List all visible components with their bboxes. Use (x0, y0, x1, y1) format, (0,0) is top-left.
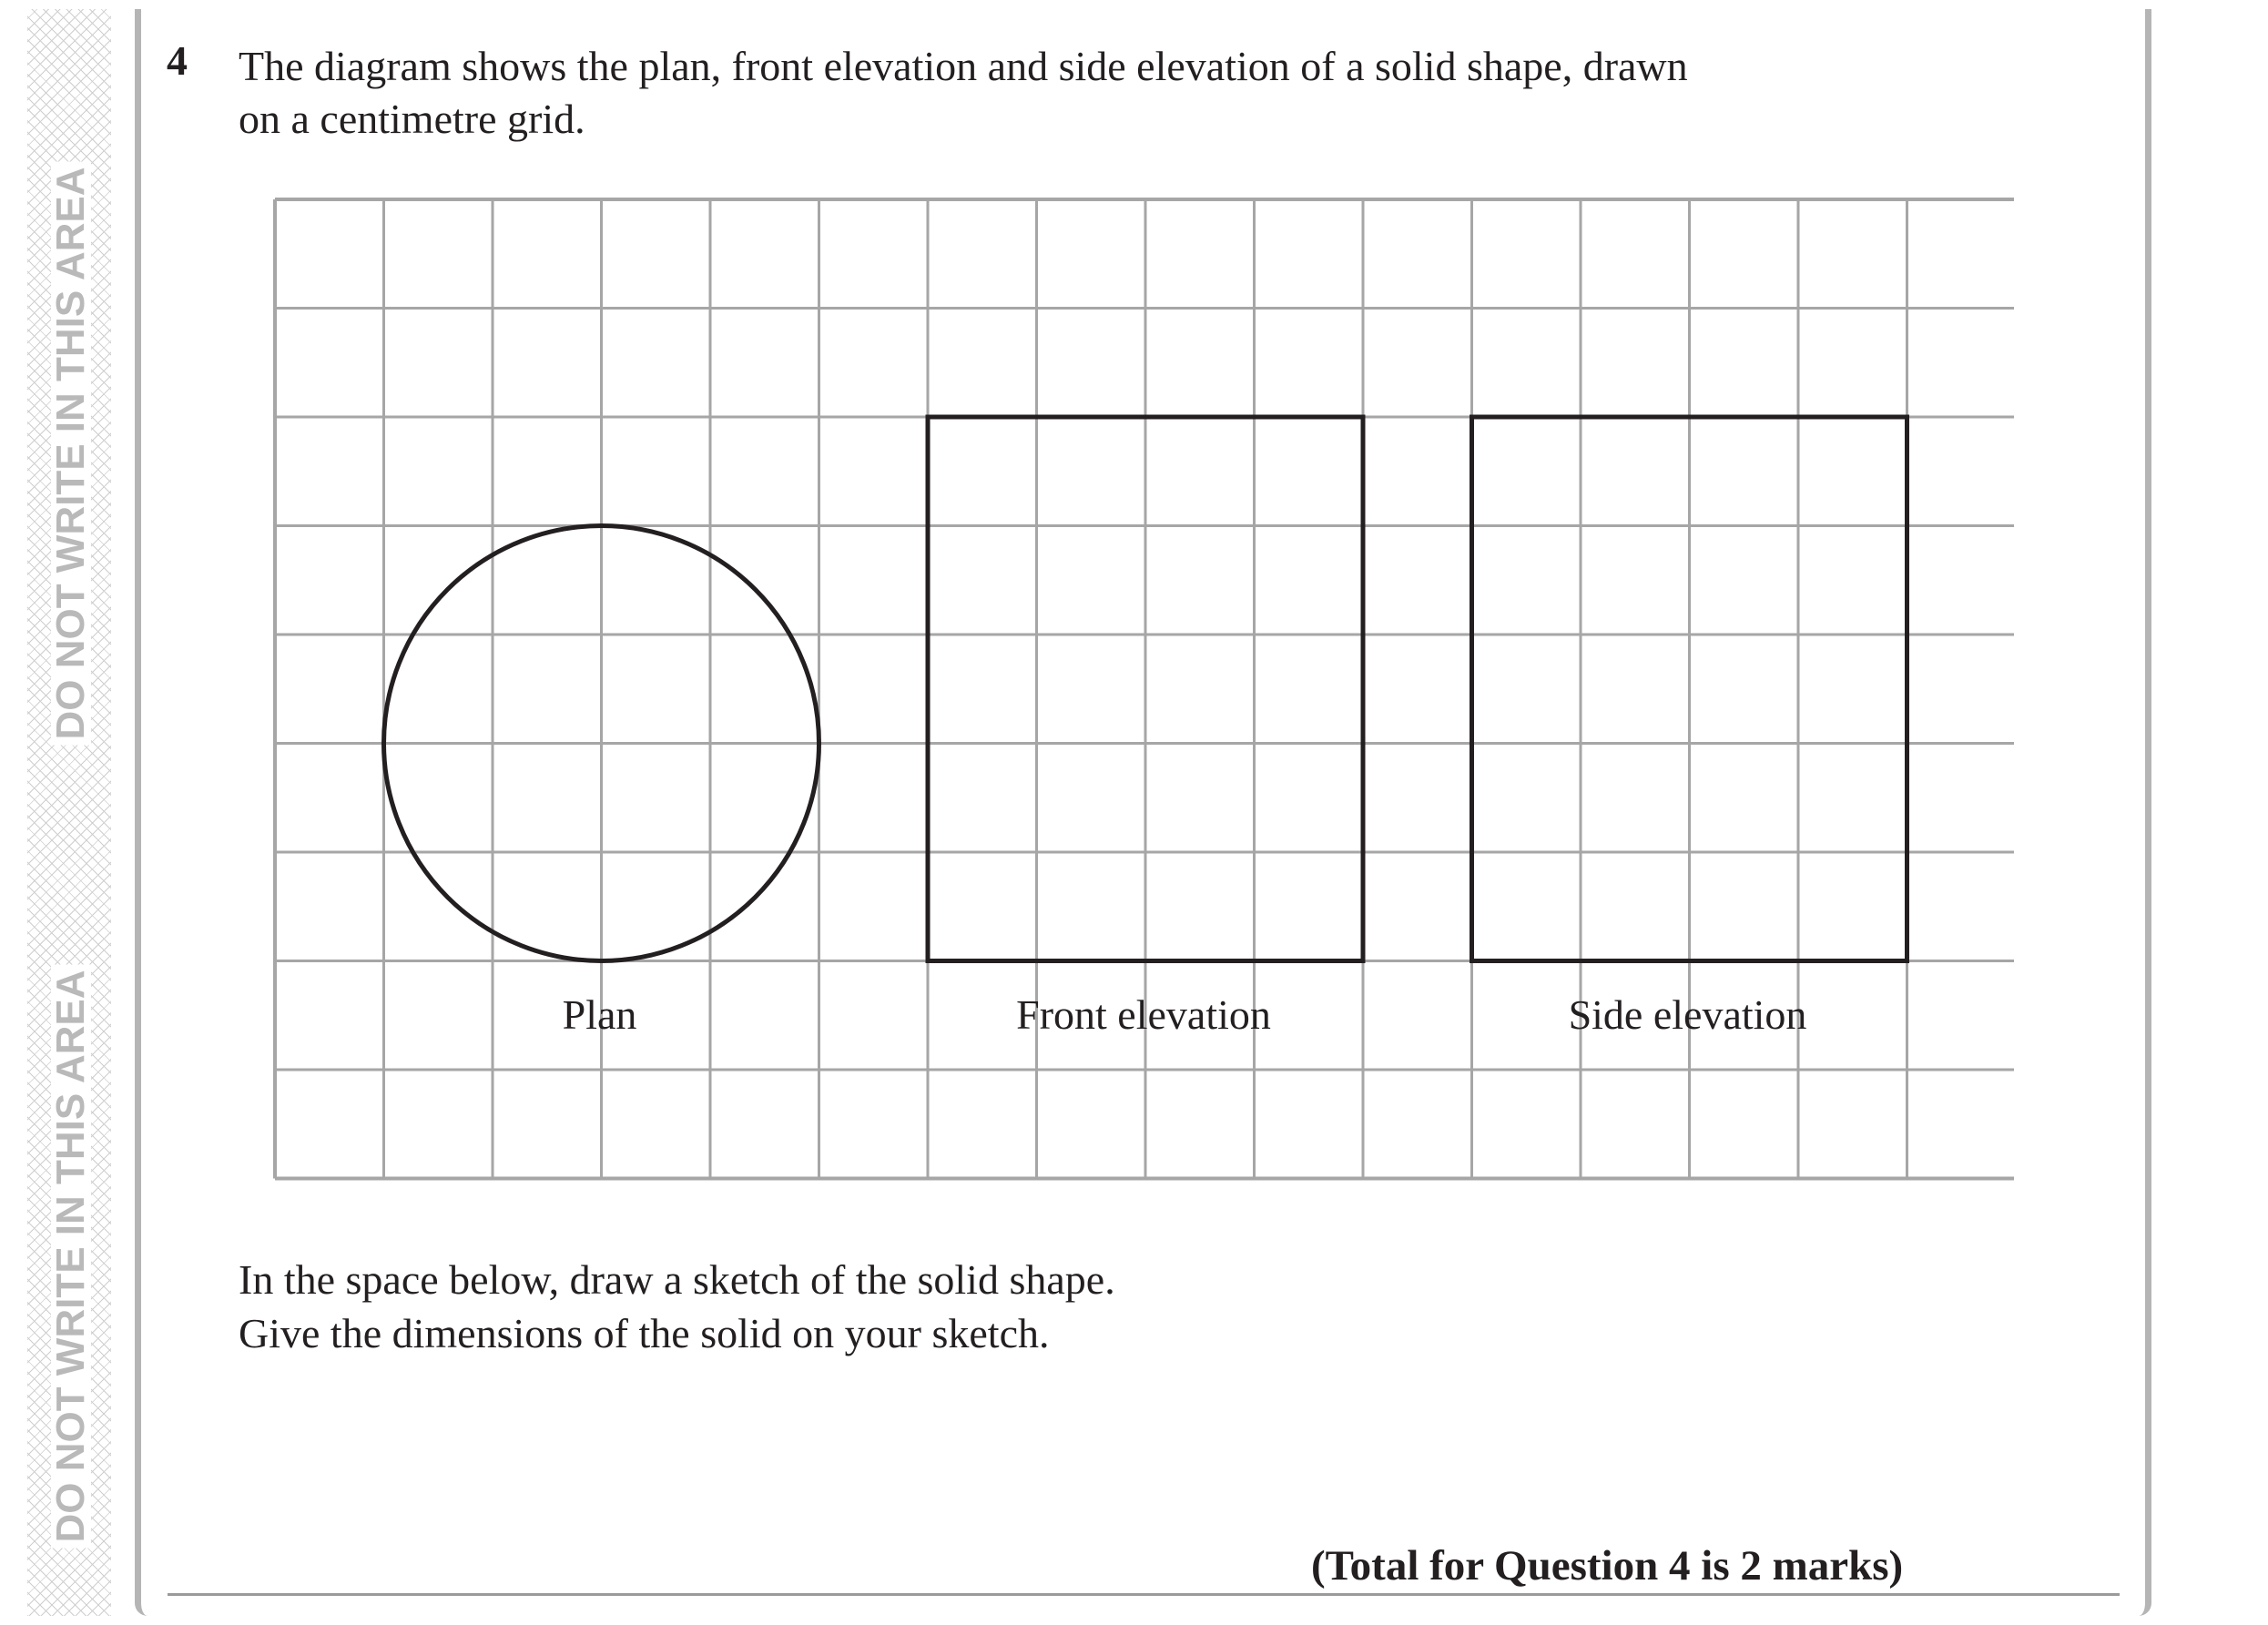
page-border-left (135, 9, 150, 1616)
question-number: 4 (167, 37, 188, 84)
centimetre-grid-diagram (273, 198, 2014, 1183)
total-marks: (Total for Question 4 is 2 marks) (1311, 1542, 1904, 1589)
front-elevation-label: Front elevation (1016, 991, 1271, 1038)
question-text (239, 40, 1968, 146)
question-text-line-1: The diagram shows the plan, front elevation and side elevation of a solid shape, drawn (239, 43, 1688, 89)
margin-warning-bottom: DO NOT WRITE IN THIS AREA (51, 964, 91, 1548)
plan-label: Plan (562, 991, 637, 1038)
instruction-line-2: Give the dimensions of the solid on your sketch. (239, 1310, 1050, 1356)
instruction-text (239, 1253, 1115, 1360)
page-border-right (2136, 9, 2151, 1616)
bottom-rule (168, 1593, 2120, 1596)
side-elevation-label: Side elevation (1568, 991, 1807, 1038)
instruction-line-1: In the space below, draw a sketch of the solid shape. (239, 1256, 1115, 1303)
question-text-line-2: on a centimetre grid. (239, 96, 585, 142)
margin-warning-top: DO NOT WRITE IN THIS AREA (51, 161, 91, 745)
